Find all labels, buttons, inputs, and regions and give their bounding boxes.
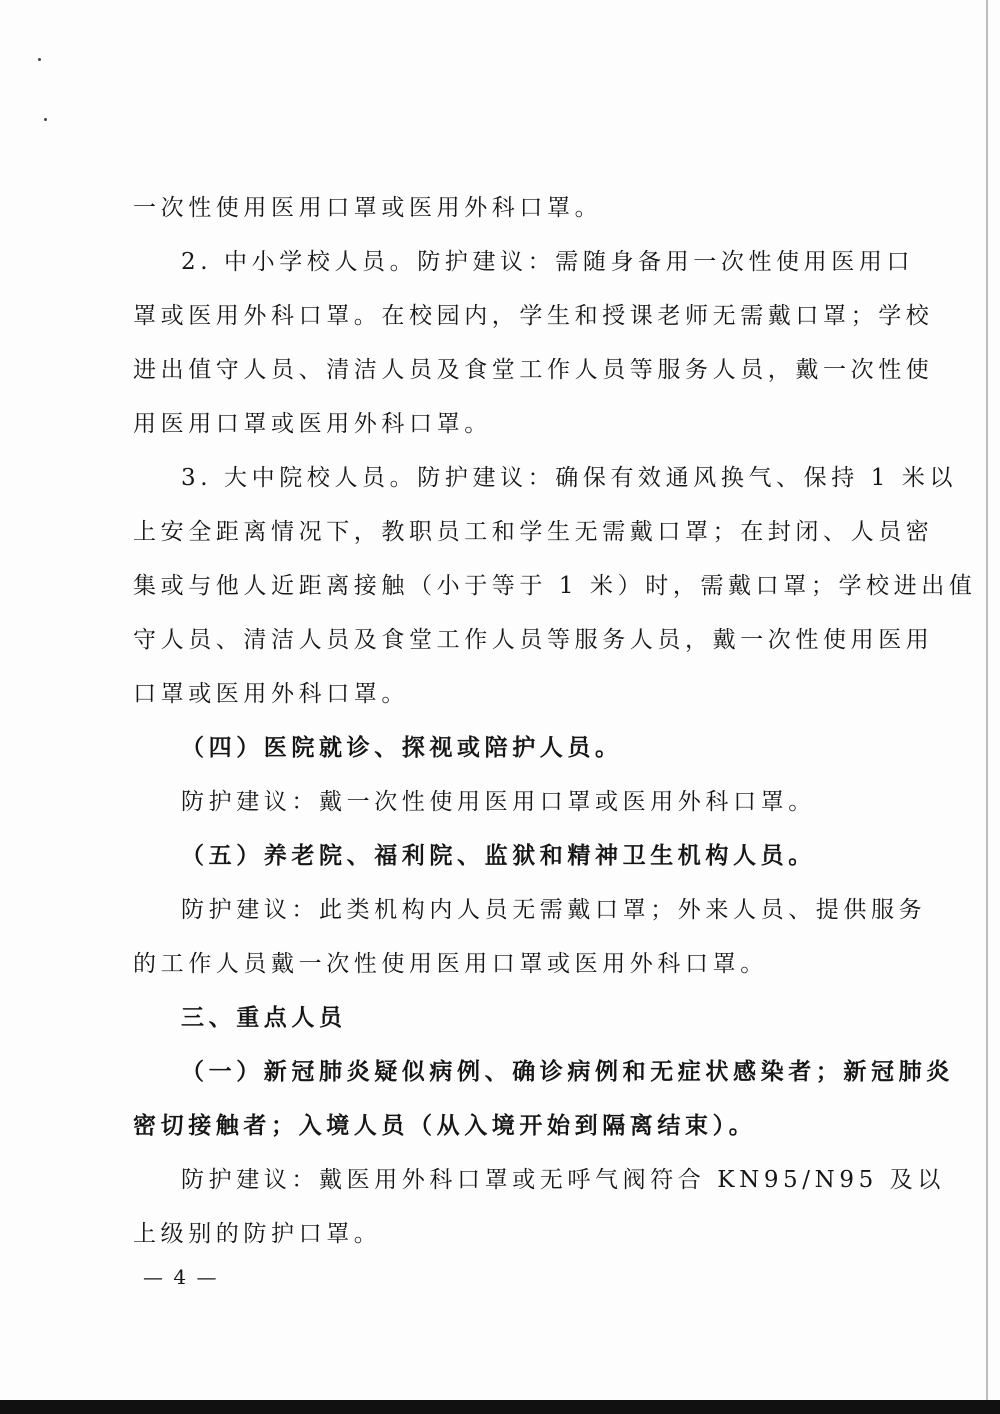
text-line: 进出值守人员、清洁人员及食堂工作人员等服务人员，戴一次性使 xyxy=(133,357,934,383)
scan-bottom-edge xyxy=(0,1400,1000,1414)
text-line: 的工作人员戴一次性使用医用口罩或医用外科口罩。 xyxy=(133,951,768,977)
page-number: — 4 — xyxy=(143,1265,219,1289)
heading-institutions: （五）养老院、福利院、监狱和精神卫生机构人员。 xyxy=(181,842,816,869)
text-line: 上级别的防护口罩。 xyxy=(133,1221,382,1247)
section-heading-key-persons: 三、重点人员 xyxy=(181,1004,347,1031)
paragraph-university: 3. 大中院校人员。防护建议：确保有效通风换气、保持 1 米以 xyxy=(181,465,958,491)
paragraph-institutions-advice: 防护建议：此类机构内人员无需戴口罩；外来人员、提供服务 xyxy=(181,897,927,923)
scan-speck xyxy=(44,118,47,121)
paragraph-primary-school: 2. 中小学校人员。防护建议：需随身备用一次性使用医用口 xyxy=(181,249,915,275)
text-line: 上安全距离情况下，教职员工和学生无需戴口罩；在封闭、人员密 xyxy=(133,519,934,545)
text-line: 口罩或医用外科口罩。 xyxy=(133,681,409,707)
heading-hospital: （四）医院就诊、探视或陪护人员。 xyxy=(181,734,623,761)
paragraph-hospital-advice: 防护建议：戴一次性使用医用口罩或医用外科口罩。 xyxy=(181,789,816,815)
text-line: 集或与他人近距离接触（小于等于 1 米）时，需戴口罩；学校进出值 xyxy=(133,573,977,599)
text-line: 密切接触者；入境人员（从入境开始到隔离结束）。 xyxy=(133,1112,757,1139)
text-line: 罩或医用外科口罩。在校园内，学生和授课老师无需戴口罩；学校 xyxy=(133,303,934,329)
text-line: 用医用口罩或医用外科口罩。 xyxy=(133,411,492,437)
text-line: 一次性使用医用口罩或医用外科口罩。 xyxy=(133,195,603,221)
paragraph-key-persons-advice: 防护建议：戴医用外科口罩或无呼气阀符合 KN95/N95 及以 xyxy=(181,1167,945,1193)
scan-speck xyxy=(38,58,41,61)
scan-edge xyxy=(986,0,988,1400)
heading-suspected-cases: （一）新冠肺炎疑似病例、确诊病例和无症状感染者；新冠肺炎 xyxy=(181,1058,954,1085)
text-line: 守人员、清洁人员及食堂工作人员等服务人员，戴一次性使用医用 xyxy=(133,627,934,653)
